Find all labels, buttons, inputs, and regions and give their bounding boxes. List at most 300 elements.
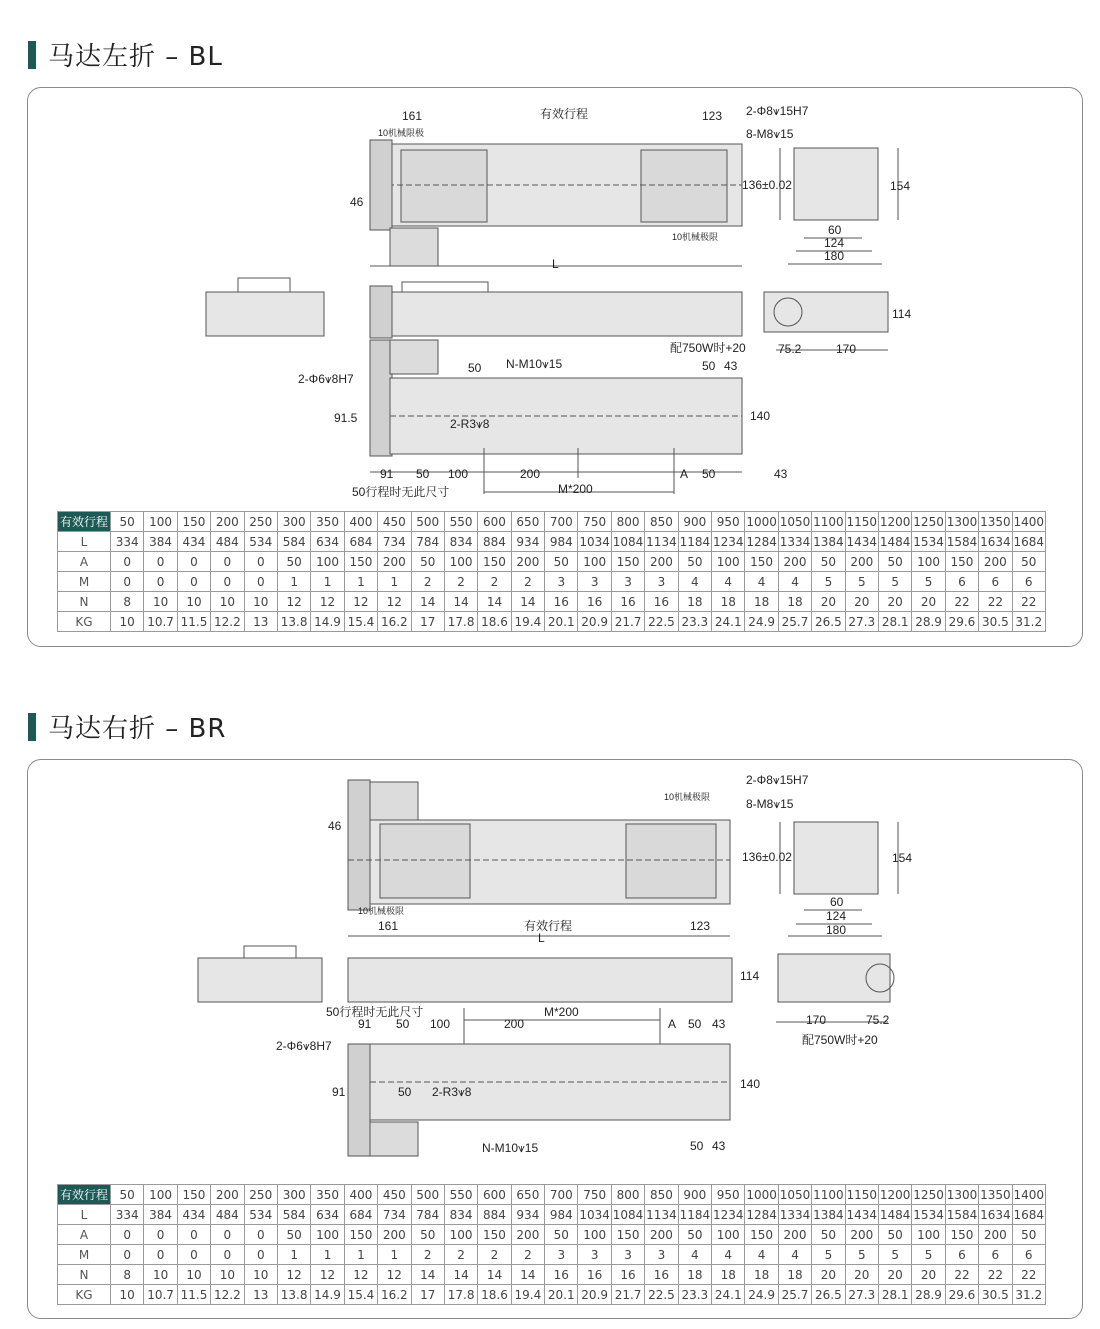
value-cell: 14 <box>411 1265 444 1285</box>
value-cell: 12 <box>277 1265 310 1285</box>
value-cell: 1284 <box>745 532 778 552</box>
dim-50c: 50 <box>416 467 430 481</box>
dim-nm10: N-M10⩛15 <box>482 1141 539 1155</box>
value-cell: 14 <box>511 1265 544 1285</box>
value-cell: 100 <box>311 552 344 572</box>
value-cell: 1 <box>344 572 377 592</box>
header-cell: 有效行程 <box>58 1185 111 1205</box>
spec-table-br <box>57 1184 1046 1305</box>
dim-124: 124 <box>824 236 845 250</box>
dim-hole6: 2-Φ6⩛8H7 <box>276 1039 332 1053</box>
stroke-cell: 800 <box>611 1185 644 1205</box>
value-cell: 0 <box>211 572 244 592</box>
value-cell: 3 <box>645 572 678 592</box>
value-cell: 14 <box>411 592 444 612</box>
value-cell: 4 <box>712 572 745 592</box>
value-cell: 27.3 <box>845 612 878 632</box>
value-cell: 10 <box>177 592 210 612</box>
value-cell: 100 <box>444 552 477 572</box>
value-cell: 16 <box>578 1265 611 1285</box>
value-cell: 14.9 <box>311 612 344 632</box>
value-cell: 984 <box>545 532 578 552</box>
dim-43b: 43 <box>774 467 788 481</box>
value-cell: 4 <box>712 1245 745 1265</box>
dim-46: 46 <box>350 195 364 209</box>
row-label: KG <box>58 1285 111 1305</box>
table-header-row <box>58 1185 1046 1205</box>
stroke-cell: 1350 <box>979 512 1012 532</box>
dim-43a: 43 <box>724 359 738 373</box>
stroke-cell: 50 <box>111 1185 144 1205</box>
value-cell: 1334 <box>778 532 811 552</box>
value-cell: 384 <box>144 1205 177 1225</box>
value-cell: 12 <box>378 1265 411 1285</box>
value-cell: 0 <box>211 1225 244 1245</box>
value-cell: 5 <box>912 1245 945 1265</box>
value-cell: 1284 <box>745 1205 778 1225</box>
value-cell: 22 <box>979 1265 1012 1285</box>
stroke-cell: 1350 <box>979 1185 1012 1205</box>
value-cell: 1 <box>311 1245 344 1265</box>
row-label: L <box>58 532 111 552</box>
value-cell: 100 <box>578 1225 611 1245</box>
table-row <box>58 572 1046 592</box>
value-cell: 200 <box>845 1225 878 1245</box>
value-cell: 1034 <box>578 532 611 552</box>
stroke-cell: 950 <box>712 1185 745 1205</box>
table-row <box>58 612 1046 632</box>
dim-r3: 2-R3⩛8 <box>450 417 490 431</box>
dim-200: 200 <box>520 467 541 481</box>
dim-43b: 43 <box>712 1139 726 1153</box>
value-cell: 29.6 <box>945 1285 978 1305</box>
value-cell: 16 <box>645 1265 678 1285</box>
value-cell: 584 <box>277 532 310 552</box>
value-cell: 50 <box>411 552 444 572</box>
stroke-cell: 700 <box>545 1185 578 1205</box>
stroke-cell: 1000 <box>745 1185 778 1205</box>
value-cell: 22 <box>979 592 1012 612</box>
dim-m8: 8-M8⩛15 <box>746 797 794 811</box>
value-cell: 200 <box>511 552 544 572</box>
value-cell: 14 <box>478 592 511 612</box>
stroke-cell: 1200 <box>878 1185 911 1205</box>
stroke-cell: 850 <box>645 512 678 532</box>
dim-123: 123 <box>702 109 723 123</box>
value-cell: 434 <box>177 532 210 552</box>
value-cell: 5 <box>878 1245 911 1265</box>
value-cell: 0 <box>111 572 144 592</box>
dim-180: 180 <box>824 249 845 263</box>
table-row <box>58 592 1046 612</box>
value-cell: 1234 <box>712 532 745 552</box>
value-cell: 0 <box>144 552 177 572</box>
value-cell: 6 <box>945 572 978 592</box>
value-cell: 16 <box>611 1265 644 1285</box>
value-cell: 3 <box>545 1245 578 1265</box>
value-cell: 22.5 <box>645 1285 678 1305</box>
value-cell: 14.9 <box>311 1285 344 1305</box>
dim-50b: 50 <box>702 359 716 373</box>
value-cell: 14 <box>511 592 544 612</box>
value-cell: 0 <box>211 1245 244 1265</box>
dim-123: 123 <box>690 919 711 933</box>
value-cell: 1184 <box>678 532 711 552</box>
dim-180: 180 <box>826 923 847 937</box>
table-header-row <box>58 512 1046 532</box>
value-cell: 0 <box>244 1245 277 1265</box>
value-cell: 50 <box>878 552 911 572</box>
value-cell: 12.2 <box>211 1285 244 1305</box>
stroke-cell: 950 <box>712 512 745 532</box>
stroke-cell: 50 <box>111 512 144 532</box>
stroke-cell: 1400 <box>1012 1185 1045 1205</box>
value-cell: 834 <box>444 532 477 552</box>
value-cell: 10 <box>111 1285 144 1305</box>
row-label: N <box>58 1265 111 1285</box>
value-cell: 100 <box>712 1225 745 1245</box>
value-cell: 10 <box>177 1265 210 1285</box>
dim-50b: 50 <box>688 1017 702 1031</box>
value-cell: 2 <box>511 572 544 592</box>
value-cell: 16 <box>545 592 578 612</box>
value-cell: 24.1 <box>712 612 745 632</box>
dim-A: A <box>680 467 689 481</box>
table-row <box>58 532 1046 552</box>
value-cell: 20 <box>812 592 845 612</box>
value-cell: 20.9 <box>578 1285 611 1305</box>
value-cell: 10 <box>144 592 177 612</box>
dim-note50: 50行程时无此尺寸 <box>352 485 450 499</box>
value-cell: 200 <box>845 552 878 572</box>
value-cell: 334 <box>111 532 144 552</box>
value-cell: 1484 <box>878 532 911 552</box>
section-title-text: 马达右折 – BR <box>48 714 227 744</box>
stroke-cell: 1150 <box>845 1185 878 1205</box>
stroke-cell: 1100 <box>812 1185 845 1205</box>
stroke-cell: 1400 <box>1012 512 1045 532</box>
stroke-cell: 150 <box>177 512 210 532</box>
table-row <box>58 1225 1046 1245</box>
title-accent-bar <box>28 713 36 741</box>
dim-limit2: 10机械极限 <box>358 906 405 916</box>
value-cell: 30.5 <box>979 612 1012 632</box>
stroke-cell: 400 <box>344 512 377 532</box>
value-cell: 18 <box>778 1265 811 1285</box>
value-cell: 884 <box>478 1205 511 1225</box>
value-cell: 20 <box>845 1265 878 1285</box>
value-cell: 12 <box>277 592 310 612</box>
stroke-cell: 350 <box>311 512 344 532</box>
stroke-cell: 1250 <box>912 1185 945 1205</box>
value-cell: 0 <box>111 1225 144 1245</box>
dim-stroke: 有效行程 <box>540 107 589 121</box>
value-cell: 27.3 <box>845 1285 878 1305</box>
stroke-cell: 750 <box>578 1185 611 1205</box>
value-cell: 17.8 <box>444 1285 477 1305</box>
value-cell: 15.4 <box>344 612 377 632</box>
value-cell: 1084 <box>611 1205 644 1225</box>
stroke-cell: 1250 <box>912 512 945 532</box>
stroke-cell: 850 <box>645 1185 678 1205</box>
value-cell: 31.2 <box>1012 1285 1045 1305</box>
value-cell: 26.5 <box>812 612 845 632</box>
dim-m200: M*200 <box>544 1005 579 1019</box>
dim-60: 60 <box>828 223 842 237</box>
value-cell: 1234 <box>712 1205 745 1225</box>
value-cell: 50 <box>678 552 711 572</box>
value-cell: 1 <box>344 1245 377 1265</box>
value-cell: 2 <box>478 572 511 592</box>
row-label: A <box>58 1225 111 1245</box>
value-cell: 1 <box>277 1245 310 1265</box>
value-cell: 1134 <box>645 532 678 552</box>
dim-43a: 43 <box>712 1017 726 1031</box>
value-cell: 12 <box>344 592 377 612</box>
dim-200: 200 <box>504 1017 525 1031</box>
value-cell: 50 <box>545 552 578 572</box>
value-cell: 634 <box>311 532 344 552</box>
value-cell: 0 <box>177 552 210 572</box>
value-cell: 17.8 <box>444 612 477 632</box>
stroke-cell: 900 <box>678 512 711 532</box>
value-cell: 14 <box>444 592 477 612</box>
value-cell: 18 <box>778 592 811 612</box>
value-cell: 18.6 <box>478 1285 511 1305</box>
value-cell: 5 <box>878 572 911 592</box>
dim-stroke: 有效行程 <box>524 919 573 933</box>
value-cell: 25.7 <box>778 1285 811 1305</box>
stroke-cell: 100 <box>144 1185 177 1205</box>
value-cell: 2 <box>444 572 477 592</box>
value-cell: 150 <box>478 552 511 572</box>
value-cell: 16 <box>578 592 611 612</box>
stroke-cell: 100 <box>144 512 177 532</box>
dim-100: 100 <box>448 467 469 481</box>
value-cell: 23.3 <box>678 612 711 632</box>
value-cell: 200 <box>645 552 678 572</box>
dim-170: 170 <box>806 1013 827 1027</box>
dim-50a: 50 <box>396 1017 410 1031</box>
value-cell: 50 <box>411 1225 444 1245</box>
section-title-bl <box>28 36 223 73</box>
value-cell: 26.5 <box>812 1285 845 1305</box>
stroke-cell: 1100 <box>812 512 845 532</box>
table-row <box>58 1285 1046 1305</box>
value-cell: 1 <box>311 572 344 592</box>
row-label: M <box>58 572 111 592</box>
dim-motor: 配750W时+20 <box>802 1033 878 1047</box>
value-cell: 0 <box>144 1245 177 1265</box>
stroke-cell: 650 <box>511 1185 544 1205</box>
dim-124: 124 <box>826 909 847 923</box>
value-cell: 16 <box>611 592 644 612</box>
value-cell: 20 <box>812 1265 845 1285</box>
value-cell: 20.9 <box>578 612 611 632</box>
stroke-cell: 450 <box>378 1185 411 1205</box>
stroke-cell: 150 <box>177 1185 210 1205</box>
value-cell: 1 <box>277 572 310 592</box>
value-cell: 434 <box>177 1205 210 1225</box>
value-cell: 3 <box>578 1245 611 1265</box>
value-cell: 25.7 <box>778 612 811 632</box>
stroke-cell: 400 <box>344 1185 377 1205</box>
value-cell: 20.1 <box>545 612 578 632</box>
value-cell: 150 <box>478 1225 511 1245</box>
dim-limit2: 10机械极限 <box>672 232 719 242</box>
value-cell: 10 <box>211 1265 244 1285</box>
stroke-cell: 1300 <box>945 1185 978 1205</box>
value-cell: 150 <box>344 1225 377 1245</box>
value-cell: 150 <box>611 1225 644 1245</box>
dim-L: L <box>552 257 559 271</box>
value-cell: 4 <box>778 1245 811 1265</box>
value-cell: 5 <box>812 1245 845 1265</box>
header-cell: 有效行程 <box>58 512 111 532</box>
value-cell: 1684 <box>1012 1205 1045 1225</box>
value-cell: 0 <box>144 1225 177 1245</box>
value-cell: 3 <box>645 1245 678 1265</box>
value-cell: 1634 <box>979 532 1012 552</box>
dim-91: 91 <box>380 467 394 481</box>
value-cell: 100 <box>912 1225 945 1245</box>
value-cell: 1484 <box>878 1205 911 1225</box>
value-cell: 28.9 <box>912 612 945 632</box>
value-cell: 10 <box>244 592 277 612</box>
value-cell: 13 <box>244 1285 277 1305</box>
value-cell: 50 <box>1012 1225 1045 1245</box>
value-cell: 50 <box>678 1225 711 1245</box>
value-cell: 2 <box>511 1245 544 1265</box>
table-row <box>58 552 1046 572</box>
value-cell: 10 <box>211 592 244 612</box>
value-cell: 334 <box>111 1205 144 1225</box>
value-cell: 1 <box>378 1245 411 1265</box>
value-cell: 16 <box>645 592 678 612</box>
value-cell: 0 <box>177 572 210 592</box>
stroke-cell: 250 <box>244 1185 277 1205</box>
stroke-cell: 1050 <box>778 1185 811 1205</box>
value-cell: 19.4 <box>511 1285 544 1305</box>
value-cell: 5 <box>812 572 845 592</box>
value-cell: 584 <box>277 1205 310 1225</box>
title-accent-bar <box>28 41 36 69</box>
value-cell: 6 <box>979 572 1012 592</box>
dim-motor: 配750W时+20 <box>670 341 746 355</box>
stroke-cell: 800 <box>611 512 644 532</box>
dim-50a: 50 <box>468 361 482 375</box>
stroke-cell: 500 <box>411 1185 444 1205</box>
value-cell: 5 <box>845 1245 878 1265</box>
value-cell: 12 <box>344 1265 377 1285</box>
value-cell: 1684 <box>1012 532 1045 552</box>
dim-note50: 50行程时无此尺寸 <box>326 1005 424 1019</box>
value-cell: 28.1 <box>878 612 911 632</box>
value-cell: 1134 <box>645 1205 678 1225</box>
value-cell: 12 <box>311 1265 344 1285</box>
value-cell: 2 <box>478 1245 511 1265</box>
value-cell: 1184 <box>678 1205 711 1225</box>
dim-100: 100 <box>430 1017 451 1031</box>
value-cell: 13 <box>244 612 277 632</box>
value-cell: 834 <box>444 1205 477 1225</box>
value-cell: 22 <box>945 1265 978 1285</box>
dim-L: L <box>538 931 545 945</box>
dim-50d: 50 <box>690 1139 704 1153</box>
value-cell: 100 <box>444 1225 477 1245</box>
dim-136: 136±0.02 <box>742 178 792 192</box>
value-cell: 50 <box>277 1225 310 1245</box>
dim-114: 114 <box>892 307 912 321</box>
value-cell: 14 <box>444 1265 477 1285</box>
stroke-cell: 500 <box>411 512 444 532</box>
value-cell: 18 <box>712 1265 745 1285</box>
dim-hole8: 2-Φ8⩛15H7 <box>746 773 809 787</box>
dim-46: 46 <box>328 819 342 833</box>
stroke-cell: 750 <box>578 512 611 532</box>
value-cell: 934 <box>511 1205 544 1225</box>
value-cell: 0 <box>177 1225 210 1245</box>
value-cell: 1 <box>378 572 411 592</box>
value-cell: 22 <box>945 592 978 612</box>
value-cell: 6 <box>945 1245 978 1265</box>
dim-50d: 50 <box>702 467 716 481</box>
value-cell: 16.2 <box>378 1285 411 1305</box>
value-cell: 50 <box>545 1225 578 1245</box>
value-cell: 10 <box>111 612 144 632</box>
value-cell: 24.1 <box>712 1285 745 1305</box>
value-cell: 1634 <box>979 1205 1012 1225</box>
value-cell: 0 <box>111 1245 144 1265</box>
value-cell: 31.2 <box>1012 612 1045 632</box>
value-cell: 3 <box>611 572 644 592</box>
value-cell: 734 <box>378 1205 411 1225</box>
value-cell: 2 <box>411 572 444 592</box>
value-cell: 50 <box>878 1225 911 1245</box>
section-title-br <box>28 708 226 745</box>
stroke-cell: 900 <box>678 1185 711 1205</box>
dim-limit1: 10机械极限 <box>664 792 711 802</box>
dim-154: 154 <box>892 851 913 865</box>
value-cell: 1384 <box>812 1205 845 1225</box>
value-cell: 8 <box>111 1265 144 1285</box>
stroke-cell: 1000 <box>745 512 778 532</box>
value-cell: 20 <box>878 592 911 612</box>
value-cell: 150 <box>745 1225 778 1245</box>
row-label: L <box>58 1205 111 1225</box>
row-label: KG <box>58 612 111 632</box>
value-cell: 10.7 <box>144 1285 177 1305</box>
value-cell: 200 <box>979 1225 1012 1245</box>
value-cell: 384 <box>144 532 177 552</box>
dim-91a: 91 <box>358 1017 372 1031</box>
section-title-text: 马达左折 – BL <box>48 42 223 72</box>
value-cell: 100 <box>578 552 611 572</box>
value-cell: 16.2 <box>378 612 411 632</box>
value-cell: 534 <box>244 1205 277 1225</box>
value-cell: 0 <box>244 572 277 592</box>
value-cell: 12 <box>311 592 344 612</box>
value-cell: 13.8 <box>277 1285 310 1305</box>
value-cell: 12.2 <box>211 612 244 632</box>
value-cell: 50 <box>812 1225 845 1245</box>
value-cell: 3 <box>545 572 578 592</box>
value-cell: 3 <box>578 572 611 592</box>
value-cell: 3 <box>611 1245 644 1265</box>
value-cell: 150 <box>611 552 644 572</box>
value-cell: 50 <box>812 552 845 572</box>
stroke-cell: 250 <box>244 512 277 532</box>
